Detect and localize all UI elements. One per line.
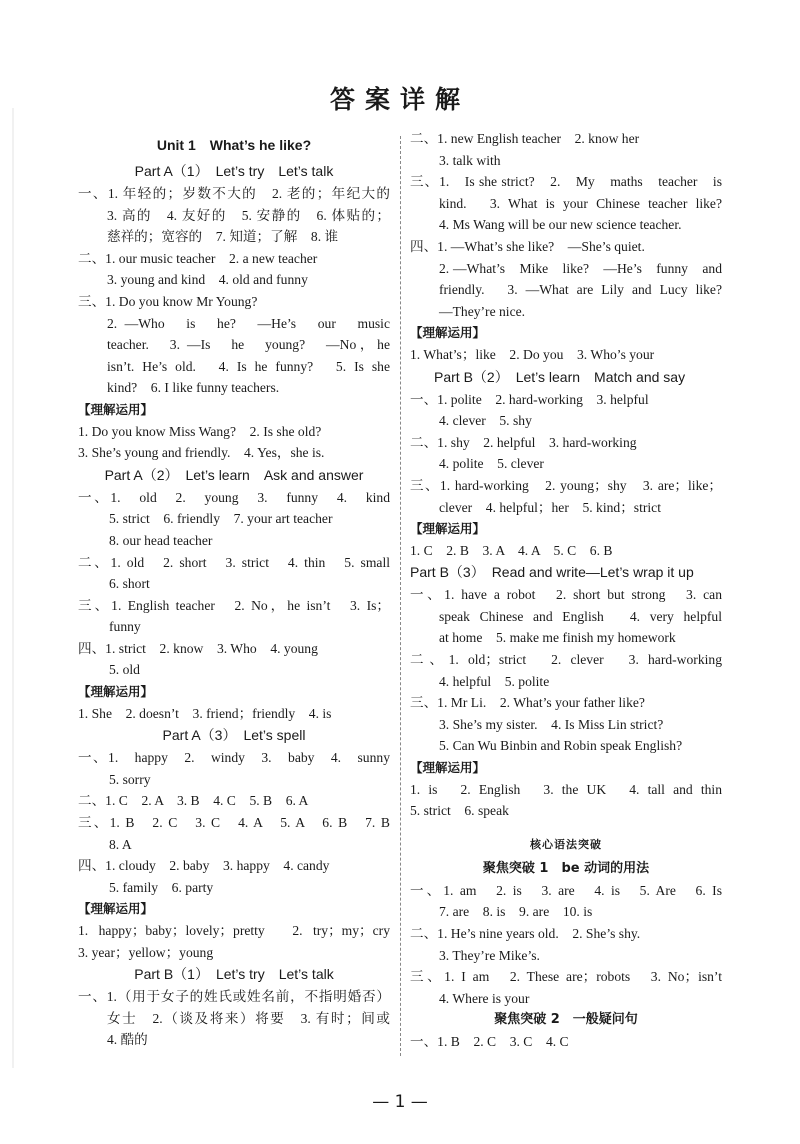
- answer-line: 2. —What’s Mike like? —He’s funny and: [439, 260, 722, 276]
- answer-line: friendly. 3. —What are Lily and Lucy like?: [439, 282, 722, 298]
- answer-line: 二、1. new English teacher 2. know her: [410, 131, 640, 146]
- answer-line: 4. polite 5. clever: [439, 456, 544, 472]
- answer-line: 四、1. —What’s she like? —She’s quiet.: [410, 238, 645, 254]
- answer-line: 3. young and kind 4. old and funny: [107, 272, 308, 288]
- answer-line: 三、1. Is she strict? 2. My maths teacher is: [410, 174, 722, 190]
- answer-line: 3. She’s my sister. 4. Is Miss Lin strict?: [439, 716, 664, 732]
- answer-line: 二、1. shy 2. helpful 3. hard-working: [410, 434, 637, 450]
- answer-line: 三、1. Mr Li. 2. What’s your father like?: [410, 695, 645, 711]
- application-tag: 【理解运用】: [78, 684, 154, 700]
- answer-line: 二、1. C 2. A 3. B 4. C 5. B 6. A: [78, 793, 309, 809]
- answer-line: 3. talk with: [439, 152, 501, 168]
- answer-line: at home 5. make me finish my homework: [439, 630, 676, 646]
- answer-line: 4. 酷的: [107, 1032, 148, 1048]
- section-heading: Part A（1） Let’s try Let’s talk: [134, 163, 334, 179]
- answer-line: 女士 2.（谈及将来）将要 3. 有时；间或: [107, 1010, 390, 1026]
- answer-line: 1. happy；baby；lovely；pretty 2. try；my；cry: [78, 923, 390, 938]
- answer-line: 5. old: [109, 662, 140, 678]
- column-divider: [400, 136, 401, 1056]
- answer-line: 7. are 8. is 9. are 10. is: [439, 904, 593, 920]
- application-tag: 【理解运用】: [78, 401, 154, 417]
- answer-line: 三、1. I am 2. These are；robots 3. No；isn’t: [410, 969, 722, 985]
- answer-line: 3. She’s young and friendly. 4. Yes，she is.: [78, 445, 325, 461]
- answer-line: 1. Do you know Miss Wang? 2. Is she old?: [78, 423, 322, 439]
- answer-line: 一、1. am 2. is 3. are 4. is 5. Are 6. Is: [410, 882, 722, 898]
- answer-line: 8. our head teacher: [109, 532, 213, 548]
- answer-line: 3. 高的 4. 友好的 5. 安静的 6. 体贴的；: [107, 207, 390, 223]
- scan-edge-shadow: [12, 108, 14, 1068]
- answer-line: kind. 3. What is your Chinese teacher like?: [439, 195, 722, 211]
- answer-line: 一、1. B 2. C 3. C 4. C: [410, 1034, 569, 1050]
- answer-line: 3. They’re Mike’s.: [439, 947, 540, 963]
- answer-line: 1. is 2. English 3. the UK 4. tall and thin: [410, 781, 722, 797]
- section-heading: Part B（1） Let’s try Let’s talk: [134, 966, 334, 983]
- left-column: [78, 128, 390, 1051]
- answer-line: 4. clever 5. shy: [439, 413, 532, 429]
- answer-line: 四、1. cloudy 2. baby 3. happy 4. candy: [78, 858, 330, 874]
- answer-line: 一、1. have a robot 2. short but strong 3. can: [410, 587, 722, 603]
- application-tag: 【理解运用】: [410, 325, 486, 341]
- answer-line: 4. Where is your: [439, 990, 530, 1006]
- answer-line: 4. Ms Wang will be our new science teacher.: [439, 217, 682, 233]
- answer-line: clever 4. helpful；her 5. kind；strict: [439, 499, 661, 515]
- answer-line: 5. strict 6. speak: [410, 803, 509, 819]
- answer-line: 1. What’s；like 2. Do you 3. Who’s your: [410, 346, 655, 362]
- answer-line: isn’t. He’s old. 4. Is he funny? 5. Is she: [107, 358, 390, 374]
- page-number: — 1 —: [372, 1092, 428, 1112]
- answer-line: 四、1. strict 2. know 3. Who 4. young: [78, 640, 318, 656]
- answer-line: 1. C 2. B 3. A 4. A 5. C 6. B: [410, 542, 613, 558]
- answer-line: 一、1. 年轻的；岁数不大的 2. 老的；年纪大的: [78, 186, 390, 201]
- answer-line: 4. helpful 5. polite: [439, 673, 550, 689]
- answer-line: 三、1. hard-working 2. young；shy 3. are；like；: [410, 477, 722, 493]
- answer-line: 三、1. Do you know Mr Young?: [78, 293, 258, 309]
- answer-line: 三、1. English teacher 2. No，he isn’t 3. Is；: [78, 597, 390, 613]
- application-tag: 【理解运用】: [410, 760, 486, 776]
- focus-heading: 聚焦突破 1 be 动词的用法: [482, 860, 650, 876]
- answer-line: 二、1. old；strict 2. clever 3. hard-working: [410, 652, 722, 668]
- section-heading: Part B（3） Read and write—Let’s wrap it up: [410, 564, 694, 581]
- answer-line: 5. Can Wu Binbin and Robin speak English?: [439, 738, 683, 754]
- answer-line: 慈祥的；宽容的 7. 知道；了解 8. 谁: [107, 229, 339, 245]
- section-heading: Part B（2） Let’s learn Match and say: [434, 368, 686, 385]
- answer-line: 一、1. happy 2. windy 3. baby 4. sunny: [78, 750, 390, 766]
- application-tag: 【理解运用】: [78, 901, 154, 917]
- right-column: [410, 128, 722, 1053]
- answer-line: teacher. 3. —Is he young? —No，he: [107, 337, 390, 353]
- answer-line: 5. sorry: [109, 771, 151, 787]
- core-grammar-heading: 核心语法突破: [530, 837, 602, 851]
- unit-title: Unit 1 What’s he like?: [156, 137, 312, 153]
- answer-line: 8. A: [109, 836, 132, 852]
- answer-line: 三、1. B 2. C 3. C 4. A 5. A 6. B 7. B: [78, 815, 390, 831]
- focus-heading: 聚焦突破 2 一般疑问句: [494, 1012, 638, 1028]
- answer-line: 一、1.（用于女子的姓氏或姓名前，不指明婚否）: [78, 989, 390, 1005]
- answer-line: 1. She 2. doesn’t 3. friend；friendly 4. is: [78, 705, 332, 721]
- answer-line: 二、1. our music teacher 2. a new teacher: [78, 250, 318, 266]
- answer-line: 2. —Who is he? —He’s our music: [107, 315, 390, 331]
- answer-line: 5. strict 6. friendly 7. your art teacher: [109, 511, 333, 527]
- answer-line: 一、1. polite 2. hard-working 3. helpful: [410, 391, 649, 407]
- application-tag: 【理解运用】: [410, 521, 486, 537]
- answer-line: speak Chinese and English 4. very helpful: [439, 608, 722, 624]
- answer-line: 6. short: [109, 576, 150, 592]
- answer-line: —They’re nice.: [439, 303, 526, 319]
- answer-line: funny: [109, 619, 141, 635]
- answer-line: 二、1. old 2. short 3. strict 4. thin 5. small: [78, 554, 390, 570]
- answer-line: kind? 6. I like funny teachers.: [107, 380, 280, 396]
- answer-line: 一、1. old 2. young 3. funny 4. kind: [78, 489, 390, 505]
- answer-line: 5. family 6. party: [109, 879, 214, 895]
- section-heading: Part A（2） Let’s learn Ask and answer: [104, 466, 364, 483]
- answer-line: 3. year；yellow；young: [78, 944, 214, 960]
- answer-line: 二、1. He’s nine years old. 2. She’s shy.: [410, 926, 641, 941]
- page-title: 答案详解: [329, 85, 470, 114]
- section-heading: Part A（3） Let’s spell: [162, 727, 306, 744]
